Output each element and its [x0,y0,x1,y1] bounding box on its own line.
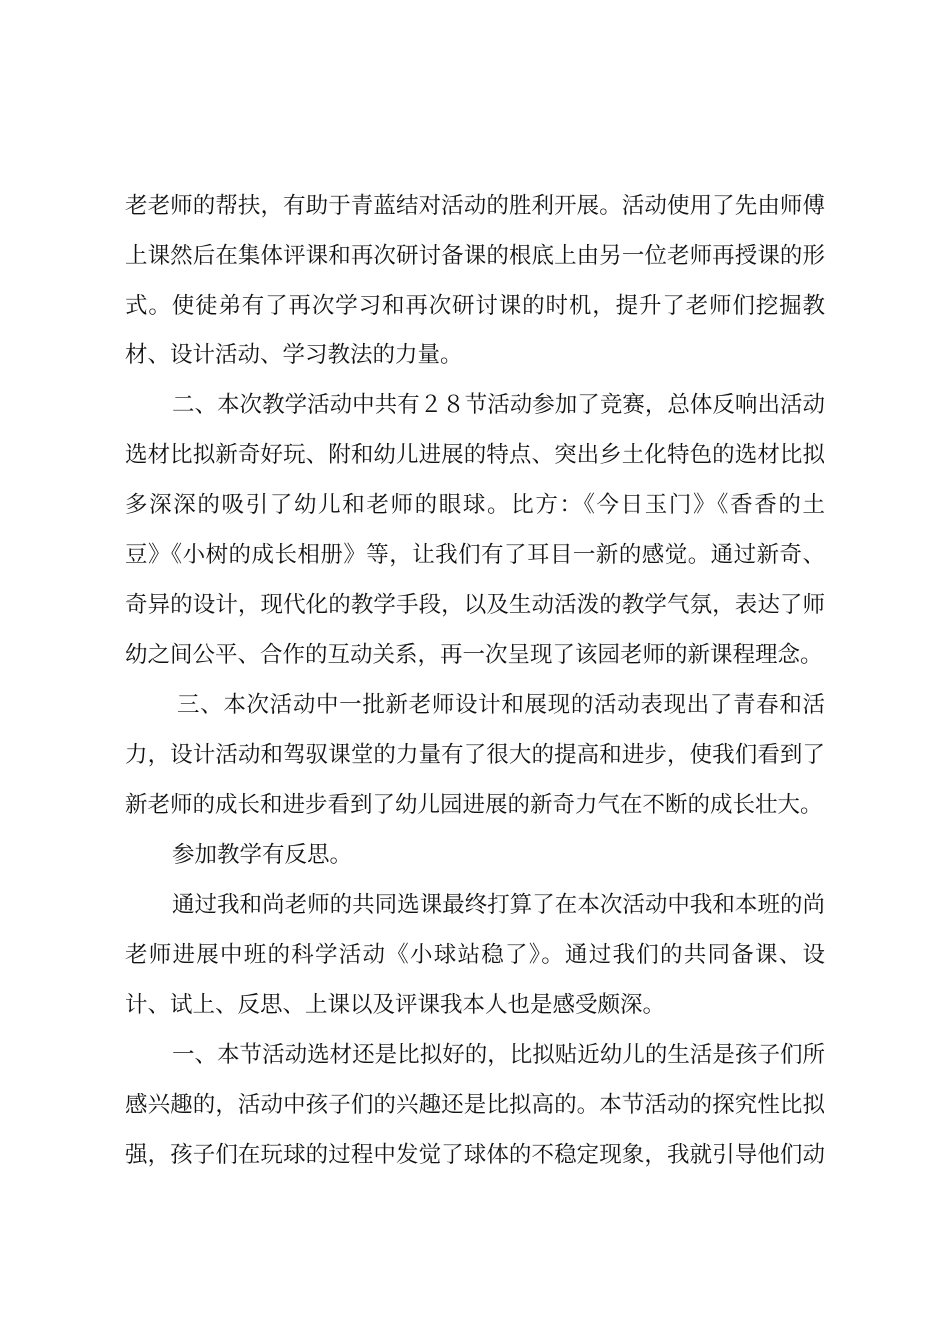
text-line-9: 奇异的设计，现代化的教学手段，以及生动活泼的教学气氛，表达了师 [125,592,825,618]
text-line-1: 老老师的帮扶，有助于青蓝结对活动的胜利开展。活动使用了先由师傅 [125,193,825,219]
text-line-20: 强，孩子们在玩球的过程中发觉了球体的不稳定现象，我就引导他们动 [125,1142,825,1168]
text-line-3: 式。使徒弟有了再次学习和再次研讨课的时机，提升了老师们挖掘教 [125,293,825,319]
text-line-13: 新老师的成长和进步看到了幼儿园进展的新奇力气在不断的成长壮大。 [125,792,823,818]
text-line-12: 力，设计活动和驾驭课堂的力量有了很大的提高和进步，使我们看到了 [125,742,825,768]
text-line-6: 选材比拟新奇好玩、附和幼儿进展的特点、突出乡土化特色的选材比拟 [125,442,825,468]
text-line-14: 参加教学有反思。 [172,842,353,868]
text-line-10: 幼之间公平、合作的互动关系，再一次呈现了该园老师的新课程理念。 [125,642,823,668]
text-line-2: 上课然后在集体评课和再次研讨备课的根底上由另一位老师再授课的形 [125,243,825,269]
text-line-18: 一、本节活动选材还是比拟好的，比拟贴近幼儿的生活是孩子们所 [172,1042,825,1068]
text-line-5: 二、本次教学活动中共有２８节活动参加了竞赛，总体反响出活动 [172,392,825,418]
text-line-11: 三、本次活动中一批新老师设计和展现的活动表现出了青春和活 [177,692,825,718]
text-line-16: 老师进展中班的科学活动《小球站稳了》。通过我们的共同备课、设 [125,942,825,968]
text-line-8: 豆》《小树的成长相册》等，让我们有了耳目一新的感觉。通过新奇、 [125,542,825,568]
text-line-19: 感兴趣的，活动中孩子们的兴趣还是比拟高的。本节活动的探究性比拟 [125,1092,825,1118]
text-line-4: 材、设计活动、学习教法的力量。 [125,342,463,368]
text-line-17: 计、试上、反思、上课以及评课我本人也是感受颇深。 [125,992,666,1018]
text-line-15: 通过我和尚老师的共同选课最终打算了在本次活动中我和本班的尚 [172,892,825,918]
text-line-7: 多深深的吸引了幼儿和老师的眼球。比方：《今日玉门》《香香的土 [125,492,825,518]
